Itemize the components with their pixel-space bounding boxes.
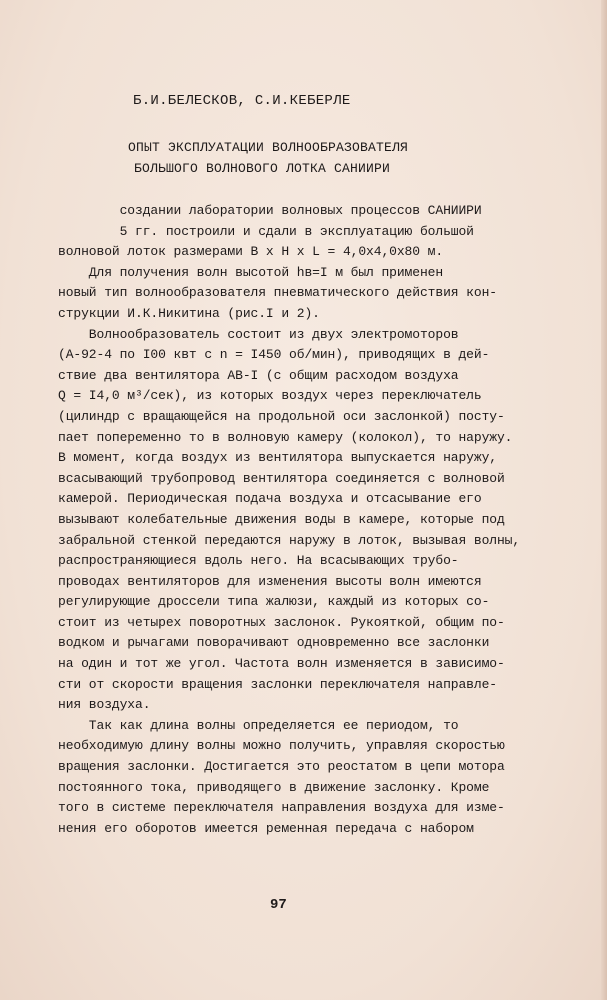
body-line: ствие два вентилятора АВ-I (с общим расходом воздуха (58, 367, 459, 383)
body-line: стоит из четырех поворотных заслонок. Рукояткой, общим по- (58, 614, 505, 630)
body-line: на один и тот же угол. Частота волн изменяется в зависимо- (58, 656, 505, 672)
body-line: нения его оборотов имеется ременная передача с набором (58, 820, 474, 836)
body-line: того в системе переключателя направления воздуха для изме- (58, 800, 505, 816)
body-line: необходимую длину волны можно получить, управляя скоростью (58, 738, 505, 754)
body-line: пает попеременно то в волновую камеру (колокол), то наружу. (58, 429, 513, 445)
body-line: регулирующие дроссели типа жалюзи, каждый из которых со- (58, 594, 490, 610)
body-line: струкции И.К.Никитина (рис.I и 2). (58, 305, 320, 321)
body-line: создании лаборатории волновых процессов САНИИРИ (58, 203, 482, 218)
body-line: (А-92-4 по I00 квт с n = I450 об/мин), приводящих в дей- (58, 347, 490, 363)
body-line: Так как длина волны определяется ее периодом, то (58, 717, 459, 733)
document-title (128, 137, 408, 179)
body-line: всасывающий трубопровод вентилятора соединяется с волновой (58, 470, 505, 486)
body-line: сти от скорости вращения заслонки переключателя направле- (58, 676, 497, 692)
body-line: 5 гг. построили и сдали в эксплуатацию большой (58, 223, 474, 239)
body-line: Q = I4,0 м³/сек), из которых воздух через переключатель (58, 388, 482, 404)
body-line: Волнообразователь состоит из двух электромоторов (58, 326, 459, 342)
body-line: В момент, когда воздух из вентилятора выпускается наружу, (58, 450, 497, 466)
body-line: постоянного тока, приводящего в движение заслонку. Кроме (58, 779, 490, 795)
page-number: 97 (270, 897, 287, 913)
body-line: проводах вентиляторов для изменения высоты волн имеются (58, 573, 482, 589)
body-line: ния воздуха. (58, 697, 151, 713)
body-line: вызывают колебательные движения воды в камере, которые под (58, 511, 505, 527)
body-line: камерой. Периодическая подача воздуха и отсасывание его (58, 491, 482, 507)
authors-line: Б.И.БЕЛЕСКОВ, С.И.КЕБЕРЛЕ (133, 93, 351, 109)
body-line: новый тип волнообразователя пневматического действия кон- (58, 285, 497, 301)
title-line-2: БОЛЬШОГО ВОЛНОВОГО ЛОТКА САНИИРИ (134, 161, 391, 176)
body-line: Для получения волн высотой hв=I м был применен (58, 264, 444, 280)
page-edge-shadow (601, 0, 607, 1000)
body-text (58, 201, 598, 839)
body-line: водком и рычагами поворачивают одновременно все заслонки (58, 635, 490, 651)
body-line: забральной стенкой передаются наружу в лоток, вызывая волны, (58, 532, 521, 548)
body-line: (цилиндр с вращающейся на продольной оси заслонкой) посту- (58, 408, 505, 424)
body-line: волновой лоток размерами B x H x L = 4,0x4,0x80 м. (58, 244, 444, 260)
body-line: вращения заслонки. Достигается это реостатом в цепи мотора (58, 759, 505, 775)
title-line-1: ОПЫТ ЭКСПЛУАТАЦИИ ВОЛНООБРАЗОВАТЕЛЯ (128, 140, 409, 155)
body-line: распространяющиеся вдоль него. На всасывающих трубо- (58, 553, 459, 569)
